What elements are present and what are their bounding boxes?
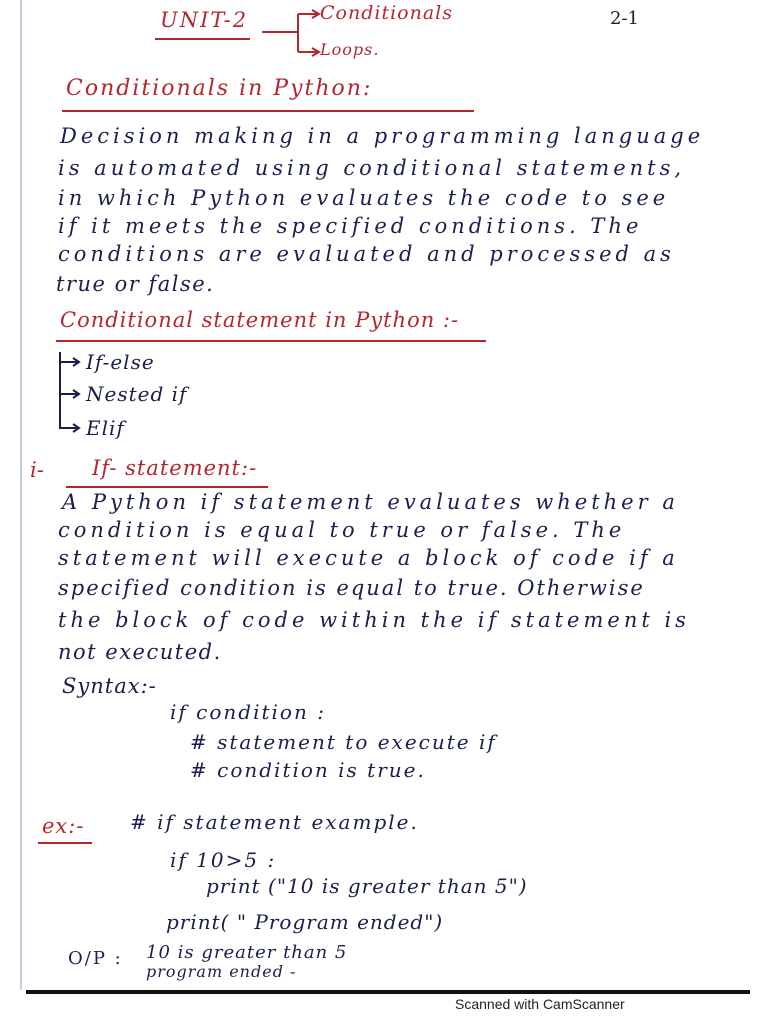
paragraph-line-1: Decision making in a programming language	[60, 124, 705, 148]
output-line-1: 10 is greater than 5	[146, 942, 348, 963]
syntax-line-3: # condition is true.	[190, 758, 426, 782]
example-line-2: if 10>5 :	[170, 848, 277, 872]
example-label: ex:-	[42, 814, 85, 838]
branch-conditionals: Conditionals	[320, 2, 453, 24]
section-title-conditional-statement: Conditional statement in Python :-	[60, 308, 460, 332]
paragraph-line-4: if it meets the specified conditions. The	[58, 214, 643, 238]
if-paragraph-line-1: A Python if statement evaluates whether a	[62, 490, 679, 514]
paragraph-line-6: true or false.	[56, 272, 215, 296]
if-paragraph-line-6: not executed.	[58, 640, 222, 664]
list-item-nested-if: Nested if	[86, 382, 188, 406]
example-line-3: print ("10 is greater than 5")	[206, 874, 528, 898]
output-label: O/P :	[68, 948, 123, 969]
list-item-if-else: If-else	[86, 350, 155, 374]
if-paragraph-line-5: the block of code within the if statement is	[58, 608, 690, 632]
example-label-underline	[38, 842, 92, 844]
output-line-2: program ended -	[146, 962, 297, 981]
syntax-line-2: # statement to execute if	[190, 730, 497, 754]
section3-underline	[66, 486, 268, 488]
page-margin-edge	[20, 0, 22, 990]
paragraph-line-5: conditions are evaluated and processed as	[58, 242, 675, 266]
unit-branch-bracket	[262, 6, 322, 58]
page-number: 2-1	[610, 8, 639, 29]
list-bracket	[56, 352, 86, 436]
example-line-1: # if statement example.	[130, 810, 419, 834]
if-paragraph-line-2: condition is equal to true or false. The	[58, 518, 626, 542]
list-item-elif: Elif	[86, 416, 125, 440]
page-bottom-rule	[26, 990, 750, 994]
scanner-watermark: Scanned with CamScanner	[455, 996, 625, 1012]
section3-number: i-	[30, 458, 44, 482]
if-paragraph-line-3: statement will execute a block of code if a	[58, 546, 679, 570]
paragraph-line-2: is automated using conditional statements,	[58, 156, 686, 180]
syntax-label: Syntax:-	[62, 674, 157, 698]
section-title-underline	[62, 110, 474, 112]
section-title-conditionals: Conditionals in Python:	[66, 76, 373, 101]
syntax-line-1: if condition :	[170, 700, 326, 724]
example-line-4: print( " Program ended")	[166, 910, 444, 934]
section-title-if-statement: If- statement:-	[92, 456, 258, 480]
unit-heading: UNIT-2	[160, 8, 249, 32]
if-paragraph-line-4: specified condition is equal to true. Otherwise	[58, 576, 645, 600]
branch-loops: Loops.	[320, 40, 380, 59]
paragraph-line-3: in which Python evaluates the code to see	[58, 186, 670, 210]
section2-underline	[56, 340, 486, 342]
unit-heading-underline	[155, 38, 250, 40]
